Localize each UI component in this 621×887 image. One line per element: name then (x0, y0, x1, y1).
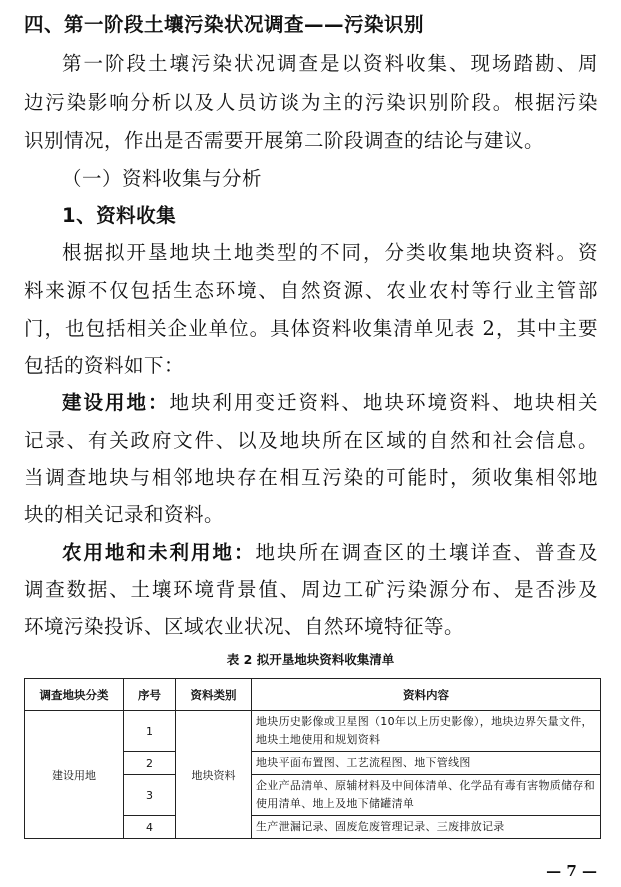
cell-category: 建设用地 (25, 711, 124, 839)
cell-content: 地块平面布置图、工艺流程图、地下管线图 (252, 752, 601, 775)
cell-number: 2 (124, 752, 176, 775)
para1-line-2: 料来源不仅包括生态环境、自然资源、农业农村等行业主管部 (24, 279, 598, 302)
cell-number: 4 (124, 816, 176, 839)
para3-line-2: 调查数据、土壤环境背景值、周边工矿污染源分布、是否涉及 (24, 578, 598, 601)
subsubsection-heading: 1、资料收集 (62, 204, 177, 227)
header-number: 序号 (124, 679, 176, 711)
header-category: 调查地块分类 (25, 679, 124, 711)
para3-line-1 (62, 540, 598, 566)
cell-content: 企业产品清单、原辅材料及中间体清单、化学品有毒有害物质储存和使用清单、地上及地下储罐清单 (252, 775, 601, 816)
subsection-heading: （一）资料收集与分析 (62, 167, 263, 190)
para2-line-2: 记录、有关政府文件、以及地块所在区域的自然和社会信息。 (24, 429, 598, 452)
para3-first: 地块所在调查区的土壤详查、普查及 (255, 541, 598, 564)
data-table (24, 678, 601, 839)
header-content: 资料内容 (252, 679, 601, 711)
intro-line-1: 第一阶段土壤污染状况调查是以资料收集、现场踏勘、周 (62, 52, 598, 75)
para2-line-1 (62, 390, 598, 416)
table-title: 表 2 拟开垦地块资料收集清单 (226, 652, 395, 667)
para2-first: 地块利用变迁资料、地块环境资料、地块相关 (169, 391, 598, 414)
para3-line-3: 环境污染投诉、区域农业状况、自然环境特征等。 (24, 615, 465, 638)
cell-number: 3 (124, 775, 176, 816)
cell-content: 生产泄漏记录、固废危废管理记录、三废排放记录 (252, 816, 601, 839)
table-row (25, 711, 601, 752)
page-number: — 7 — (546, 862, 597, 880)
cell-content: 地块历史影像或卫星图（10年以上历史影像），地块边界矢量文件，地块土地使用和规划资料 (252, 711, 601, 752)
cell-number: 1 (124, 711, 176, 752)
para1-line-4: 包括的资料如下： (24, 354, 185, 377)
intro-line-2: 边污染影响分析以及人员访谈为主的污染识别阶段。根据污染 (24, 91, 598, 114)
para2-label: 建设用地： (62, 391, 170, 414)
para2-line-4: 块的相关记录和资料。 (24, 503, 225, 526)
header-type: 资料类别 (176, 679, 252, 711)
intro-line-3: 识别情况，作出是否需要开展第二阶段调查的结论与建议。 (24, 129, 545, 152)
para1-line-3: 门，也包括相关企业单位。具体资料收集清单见表 2，其中主要 (24, 317, 598, 340)
cell-type: 地块资料 (176, 711, 252, 839)
para2-line-3: 当调查地块与相邻地块存在相互污染的可能时，须收集相邻地 (24, 466, 598, 489)
table-header-row (25, 679, 601, 711)
para3-label: 农用地和未利用地： (62, 541, 256, 564)
section-title: 四、第一阶段土壤污染状况调查——污染识别 (24, 13, 425, 36)
para1-line-1: 根据拟开垦地块土地类型的不同，分类收集地块资料。资 (62, 241, 598, 264)
